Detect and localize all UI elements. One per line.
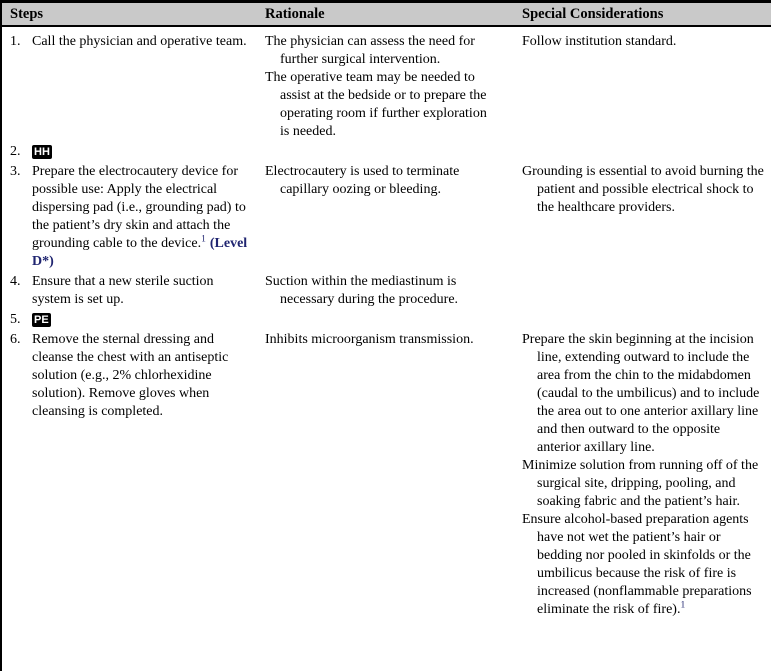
column-header-special-considerations: Special Considerations xyxy=(522,6,664,22)
consideration-text: Ensure alcohol-based preparation agents have not wet the patient’s hair or bedding nor pooled in skinfolds or the umbilicus because the risk of fire is increased (nonflammable preparations eliminate the risk of fire). xyxy=(522,512,752,617)
step-item xyxy=(10,143,249,161)
rationale-paragraph: The physician can assess the need for further surgical intervention. xyxy=(265,34,475,67)
column-header-steps: Steps xyxy=(10,6,44,22)
step-item xyxy=(10,331,249,421)
considerations-cell xyxy=(510,143,771,161)
personal-protective-equipment-icon: PE xyxy=(34,314,49,326)
table-header-row xyxy=(2,0,771,27)
steps-cell xyxy=(2,311,255,329)
consideration-paragraph: Grounding is essential to avoid burning the patient and possible electrical shock to the healthcare providers. xyxy=(522,164,764,215)
steps-cell xyxy=(2,143,255,161)
table-row xyxy=(2,33,771,141)
rationale-cell xyxy=(255,331,510,619)
table-row xyxy=(2,143,771,161)
consideration-paragraph xyxy=(522,511,767,619)
step-number: 3. xyxy=(10,164,21,179)
considerations-cell xyxy=(510,311,771,329)
table-row xyxy=(2,331,771,619)
rationale-cell xyxy=(255,273,510,309)
step-item xyxy=(10,273,249,309)
steps-cell xyxy=(2,331,255,619)
step-number: 6. xyxy=(10,332,21,347)
step-item xyxy=(10,33,249,51)
step-number: 1. xyxy=(10,34,21,49)
considerations-cell xyxy=(510,273,771,309)
consideration-paragraph: Minimize solution from running off of the surgical site, dripping, pooling, and soaking fabric and the patient’s hair. xyxy=(522,458,759,509)
step-text-content: Prepare the electrocautery device for possible use: Apply the electrical dispersing pad (i.e., grounding pad) to the patient’s dry skin and attach the grounding cable to the device. xyxy=(32,164,246,251)
rationale-cell xyxy=(255,33,510,141)
step-item xyxy=(10,163,249,271)
step-number: 2. xyxy=(10,144,21,159)
table-row xyxy=(2,311,771,329)
step-text xyxy=(32,163,249,271)
rationale-paragraph: Suction within the mediastinum is necessary during the procedure. xyxy=(265,274,459,307)
reference-superscript: 1 xyxy=(201,234,206,245)
rationale-cell xyxy=(255,311,510,329)
column-header-rationale: Rationale xyxy=(265,6,325,22)
hand-hygiene-icon: HH xyxy=(34,146,50,158)
considerations-cell xyxy=(510,331,771,619)
table-row xyxy=(2,273,771,309)
steps-cell xyxy=(2,163,255,271)
steps-cell xyxy=(2,33,255,141)
steps-cell xyxy=(2,273,255,309)
consideration-paragraph: Prepare the skin beginning at the incision line, extending outward to include the area from the chin to the midabdomen (caudal to the umbilicus) and to include the area out to one anterior axillary line and then outward to the opposite anterior axillary line. xyxy=(522,332,760,455)
rationale-paragraph: The operative team may be needed to assist at the bedside or to prepare the operating room if further exploration is needed. xyxy=(265,70,487,139)
table-body xyxy=(2,27,771,619)
considerations-cell xyxy=(510,163,771,271)
step-text: Call the physician and operative team. xyxy=(32,34,247,49)
step-text xyxy=(32,143,249,161)
rationale-cell xyxy=(255,143,510,161)
considerations-cell xyxy=(510,33,771,141)
step-number: 5. xyxy=(10,312,21,327)
step-text: Remove the sternal dressing and cleanse the chest with an antiseptic solution (e.g., 2% chlorhexidine solution). Remove gloves when cleansing is completed. xyxy=(32,332,229,419)
step-text: Ensure that a new sterile suction system is set up. xyxy=(32,274,214,307)
rationale-paragraph: Electrocautery is used to terminate capillary oozing or bleeding. xyxy=(265,164,460,197)
rationale-paragraph: Inhibits microorganism transmission. xyxy=(265,332,474,347)
step-number: 4. xyxy=(10,274,21,289)
consideration-paragraph: Follow institution standard. xyxy=(522,34,677,49)
rationale-cell xyxy=(255,163,510,271)
reference-superscript: 1 xyxy=(680,600,686,611)
step-text xyxy=(32,311,249,329)
step-item xyxy=(10,311,249,329)
table-row xyxy=(2,163,771,271)
evidence-level-label: (Level D*) xyxy=(32,236,248,269)
